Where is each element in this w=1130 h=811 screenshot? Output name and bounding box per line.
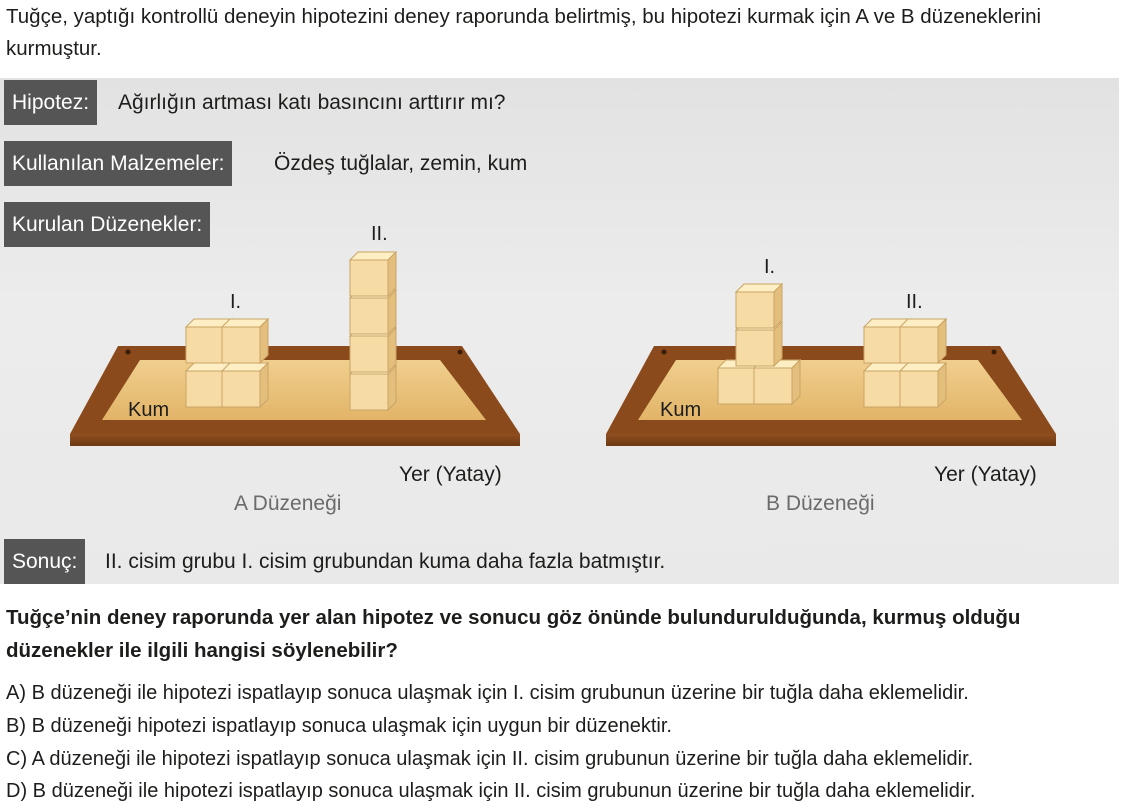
setup-b-sandbox bbox=[606, 346, 1056, 446]
option-a[interactable] bbox=[6, 680, 969, 706]
option-b-text: B düzeneği hipotezi ispatlayıp sonuca ulaşmak için uygun bir düzenektir. bbox=[31, 715, 672, 737]
setup-b-sand-label: Kum bbox=[660, 399, 702, 421]
option-b-letter: B) bbox=[6, 715, 26, 737]
materials-label: Kullanılan Malzemeler: bbox=[4, 141, 232, 186]
result-label: Sonuç: bbox=[4, 539, 85, 584]
materials-text: Özdeş tuğlalar, zemin, kum bbox=[274, 152, 528, 175]
option-d-letter: D) bbox=[6, 780, 28, 802]
option-c-letter: C) bbox=[6, 748, 28, 770]
setup-a-sand-label: Kum bbox=[128, 399, 170, 421]
setup-a-sandbox bbox=[70, 346, 520, 446]
result-text: II. cisim grubu I. cisim grubundan kuma daha fazla batmıştır. bbox=[105, 550, 666, 573]
intro-paragraph: Tuğçe, yaptığı kontrollü deneyin hipotezini deney raporunda belirtmiş, bu hipotezi kurmak için A ve B düzeneklerini kurmuştur. bbox=[6, 5, 1042, 60]
setup-b-group-2-bricks bbox=[864, 319, 946, 407]
option-c-text: A düzeneği ile hipotezi ispatlayıp sonuca ulaşmak için II. cisim grubunun üzerine bir tuğla daha eklemelidir. bbox=[31, 748, 974, 770]
setup-b-caption: B Düzeneği bbox=[766, 492, 875, 515]
setup-a-group-1-label: I. bbox=[230, 291, 242, 313]
question-text: Tuğçe’nin deney raporunda yer alan hipotez ve sonucu göz önünde bulundurulduğunda, kurmuş olduğu düzenekler ile ilgili hangisi söylenebilir? bbox=[6, 606, 1021, 662]
setup-a-group-2-label: II. bbox=[371, 223, 388, 245]
setup-b-group-2-label: II. bbox=[906, 291, 923, 313]
option-d[interactable] bbox=[6, 778, 975, 804]
setups-label: Kurulan Düzenekler: bbox=[4, 202, 210, 247]
hypothesis-text: Ağırlığın artması katı basıncını arttırır mı? bbox=[118, 91, 506, 114]
setup-a-group-1-bricks bbox=[186, 319, 268, 407]
option-a-letter: A) bbox=[6, 682, 26, 704]
experiment-panel bbox=[0, 78, 1119, 584]
setup-a-ground-label: Yer (Yatay) bbox=[399, 463, 502, 486]
option-d-text: B düzeneği ile hipotezi ispatlayıp sonuca ulaşmak için II. cisim grubunun üzerine bir tuğla daha eklemelidir. bbox=[32, 780, 976, 802]
option-a-text: B düzeneği ile hipotezi ispatlayıp sonuca ulaşmak için I. cisim grubunun üzerine bir tuğla daha eklemelidir. bbox=[31, 682, 969, 704]
option-b[interactable] bbox=[6, 713, 672, 739]
hypothesis-label: Hipotez: bbox=[4, 80, 97, 125]
setup-b-group-1-bricks bbox=[718, 284, 800, 404]
setups-illustration bbox=[0, 78, 1119, 584]
setup-b-group-1-label: I. bbox=[764, 256, 776, 278]
setup-a-caption: A Düzeneği bbox=[234, 492, 342, 515]
option-c[interactable] bbox=[6, 746, 973, 772]
setup-a-group-2-bricks bbox=[350, 252, 396, 410]
setup-b-ground-label: Yer (Yatay) bbox=[934, 463, 1037, 486]
